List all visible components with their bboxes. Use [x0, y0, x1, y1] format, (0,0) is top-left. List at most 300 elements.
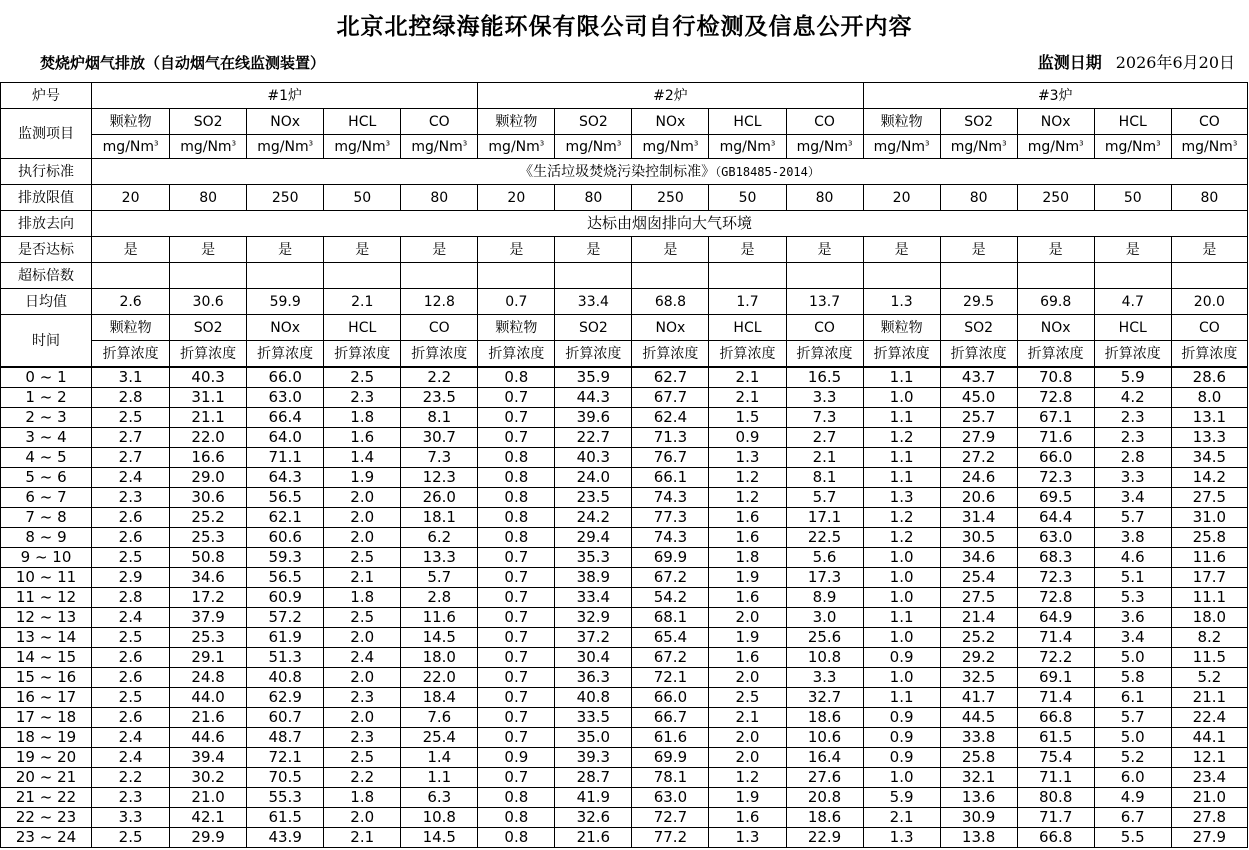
- hourly-value: 14.5: [401, 628, 478, 648]
- table-row: [1, 367, 1248, 388]
- standard-code: （GB18485-2014）: [715, 164, 820, 179]
- hourly-value: 1.1: [863, 408, 940, 428]
- hourly-value: 0.7: [478, 688, 555, 708]
- hourly-value: 13.6: [940, 788, 1017, 808]
- hourly-value: 41.9: [555, 788, 632, 808]
- compliant-value: 是: [863, 237, 940, 263]
- hourly-value: 26.0: [401, 488, 478, 508]
- unit-cell: [478, 135, 555, 159]
- hourly-value: 0.7: [478, 708, 555, 728]
- pollutant-name: 颗粒物: [92, 109, 170, 135]
- hourly-value: 23.4: [1171, 768, 1247, 788]
- furnace-label: 炉号: [1, 83, 92, 109]
- unit-row: [1, 135, 1248, 159]
- hourly-value: 2.3: [324, 728, 401, 748]
- converted-label: 折算浓度: [401, 341, 478, 368]
- hourly-value: 0.8: [478, 808, 555, 828]
- hourly-value: 13.3: [401, 548, 478, 568]
- hourly-value: 1.0: [863, 388, 940, 408]
- hourly-value: 71.4: [1017, 628, 1094, 648]
- hourly-value: 2.0: [324, 508, 401, 528]
- hourly-value: 2.0: [709, 748, 786, 768]
- hourly-value: 3.0: [786, 608, 863, 628]
- hourly-value: 31.1: [170, 388, 247, 408]
- hourly-value: 1.1: [863, 367, 940, 388]
- unit-superscript: 3: [693, 138, 699, 147]
- hourly-value: 2.1: [324, 828, 401, 848]
- direction-label: 排放去向: [1, 211, 92, 237]
- hourly-value: 0.7: [478, 728, 555, 748]
- hourly-value: 5.7: [786, 488, 863, 508]
- compliant-value: 是: [1171, 237, 1247, 263]
- hourly-value: 1.0: [863, 568, 940, 588]
- hourly-value: 0.7: [478, 648, 555, 668]
- limit-value: 80: [786, 185, 863, 211]
- hourly-value: 2.8: [92, 388, 170, 408]
- converted-label: 折算浓度: [170, 341, 247, 368]
- hourly-value: 2.1: [863, 808, 940, 828]
- hourly-value: 1.0: [863, 588, 940, 608]
- hourly-value: 61.5: [1017, 728, 1094, 748]
- hourly-value: 11.1: [1171, 588, 1247, 608]
- pollutant-name: CO: [786, 109, 863, 135]
- daily-average-value: 1.3: [863, 289, 940, 315]
- hourly-value: 60.9: [247, 588, 324, 608]
- hourly-value: 2.0: [324, 808, 401, 828]
- hourly-value: 18.6: [786, 808, 863, 828]
- hourly-value: 67.2: [632, 648, 709, 668]
- daily-average-value: 2.1: [324, 289, 401, 315]
- time-header-pollutant: 颗粒物: [478, 315, 555, 341]
- unit-cell: [555, 135, 632, 159]
- time-header-pollutant: 颗粒物: [863, 315, 940, 341]
- hourly-value: 66.0: [1017, 448, 1094, 468]
- hourly-value: 2.1: [709, 388, 786, 408]
- hourly-value: 63.0: [632, 788, 709, 808]
- hourly-value: 66.4: [247, 408, 324, 428]
- hourly-value: 22.9: [786, 828, 863, 848]
- hourly-value: 22.0: [401, 668, 478, 688]
- daily-average-value: 69.8: [1017, 289, 1094, 315]
- hourly-value: 39.6: [555, 408, 632, 428]
- hourly-value: 1.0: [863, 768, 940, 788]
- hourly-value: 1.1: [401, 768, 478, 788]
- hourly-value: 5.2: [1171, 668, 1247, 688]
- standard-text: [92, 159, 1248, 185]
- table-row: [1, 468, 1248, 488]
- hourly-value: 2.0: [324, 708, 401, 728]
- pollutant-name: CO: [1171, 109, 1247, 135]
- hourly-value: 11.6: [401, 608, 478, 628]
- hourly-value: 2.0: [324, 528, 401, 548]
- hourly-value: 17.1: [786, 508, 863, 528]
- hourly-value: 72.3: [1017, 568, 1094, 588]
- unit-superscript: 3: [462, 138, 468, 147]
- hourly-value: 5.7: [401, 568, 478, 588]
- limit-value: 20: [92, 185, 170, 211]
- hourly-value: 10.8: [401, 808, 478, 828]
- hourly-value: 25.2: [170, 508, 247, 528]
- hourly-value: 2.6: [92, 668, 170, 688]
- hourly-value: 2.5: [324, 367, 401, 388]
- hourly-value: 2.0: [324, 628, 401, 648]
- time-header-pollutant: NOx: [632, 315, 709, 341]
- hourly-value: 70.8: [1017, 367, 1094, 388]
- hourly-value: 71.7: [1017, 808, 1094, 828]
- emission-table: [0, 82, 1248, 848]
- hourly-value: 69.1: [1017, 668, 1094, 688]
- exceed-value: [478, 263, 555, 289]
- hourly-value: 2.0: [709, 668, 786, 688]
- hourly-value: 2.0: [324, 668, 401, 688]
- converted-label: 折算浓度: [92, 341, 170, 368]
- hourly-value: 0.8: [478, 788, 555, 808]
- limit-value: 50: [1094, 185, 1171, 211]
- compliant-value: 是: [478, 237, 555, 263]
- hourly-value: 27.5: [1171, 488, 1247, 508]
- converted-label: 折算浓度: [247, 341, 324, 368]
- hourly-value: 20.8: [786, 788, 863, 808]
- hourly-value: 2.5: [92, 408, 170, 428]
- hour-interval: 6 ~ 7: [1, 488, 92, 508]
- hourly-value: 17.3: [786, 568, 863, 588]
- daily-average-value: 59.9: [247, 289, 324, 315]
- hourly-value: 39.4: [170, 748, 247, 768]
- date-label: 监测日期: [1037, 53, 1102, 72]
- hourly-value: 12.1: [1171, 748, 1247, 768]
- hourly-value: 13.8: [940, 828, 1017, 848]
- hourly-value: 39.3: [555, 748, 632, 768]
- table-row: [1, 688, 1248, 708]
- limit-value: 250: [1017, 185, 1094, 211]
- hourly-value: 72.8: [1017, 588, 1094, 608]
- hourly-value: 5.0: [1094, 648, 1171, 668]
- hourly-value: 24.0: [555, 468, 632, 488]
- hourly-value: 27.6: [786, 768, 863, 788]
- daily-average-value: 20.0: [1171, 289, 1247, 315]
- hourly-value: 22.0: [170, 428, 247, 448]
- unit-text: mg/Nm: [102, 138, 155, 155]
- standard-row: [1, 159, 1248, 185]
- hourly-value: 77.3: [632, 508, 709, 528]
- hourly-value: 1.6: [709, 808, 786, 828]
- unit-text: mg/Nm: [1027, 138, 1080, 155]
- converted-label: 折算浓度: [478, 341, 555, 368]
- hourly-value: 60.6: [247, 528, 324, 548]
- hourly-value: 43.7: [940, 367, 1017, 388]
- hourly-value: 74.3: [632, 488, 709, 508]
- item-label: 监测项目: [1, 109, 92, 159]
- hourly-value: 1.1: [863, 608, 940, 628]
- hourly-value: 2.1: [324, 568, 401, 588]
- pollutant-name: SO2: [940, 109, 1017, 135]
- time-header-pollutant: SO2: [940, 315, 1017, 341]
- furnace-2-header: #2炉: [478, 83, 863, 109]
- table-subtitle: 焚烧炉烟气排放（自动烟气在线监测装置）: [40, 54, 326, 72]
- hourly-value: 35.3: [555, 548, 632, 568]
- hourly-value: 38.9: [555, 568, 632, 588]
- hourly-value: 1.4: [401, 748, 478, 768]
- hourly-value: 1.9: [709, 788, 786, 808]
- hourly-value: 22.5: [786, 528, 863, 548]
- unit-cell: [1171, 135, 1247, 159]
- daily-average-value: 29.5: [940, 289, 1017, 315]
- hour-interval: 22 ~ 23: [1, 808, 92, 828]
- converted-label: 折算浓度: [709, 341, 786, 368]
- compliant-label: 是否达标: [1, 237, 92, 263]
- exceed-value: [555, 263, 632, 289]
- time-header-pollutant: CO: [401, 315, 478, 341]
- hourly-value: 0.8: [478, 448, 555, 468]
- limit-value: 80: [401, 185, 478, 211]
- daily-average-value: 68.8: [632, 289, 709, 315]
- hourly-value: 32.1: [940, 768, 1017, 788]
- hourly-value: 70.5: [247, 768, 324, 788]
- hourly-value: 30.6: [170, 488, 247, 508]
- hourly-value: 2.4: [92, 608, 170, 628]
- hourly-value: 25.7: [940, 408, 1017, 428]
- hourly-value: 64.0: [247, 428, 324, 448]
- unit-cell: [401, 135, 478, 159]
- hourly-value: 62.1: [247, 508, 324, 528]
- converted-label: 折算浓度: [1171, 341, 1247, 368]
- hourly-value: 0.8: [478, 508, 555, 528]
- compliant-value: 是: [786, 237, 863, 263]
- hourly-value: 44.1: [1171, 728, 1247, 748]
- pollutant-name: SO2: [555, 109, 632, 135]
- hourly-value: 6.2: [401, 528, 478, 548]
- hour-interval: 21 ~ 22: [1, 788, 92, 808]
- daily-average-value: 0.7: [478, 289, 555, 315]
- hourly-value: 3.6: [1094, 608, 1171, 628]
- unit-cell: [786, 135, 863, 159]
- hourly-value: 28.6: [1171, 367, 1247, 388]
- time-header-pollutant: NOx: [247, 315, 324, 341]
- hourly-value: 29.9: [170, 828, 247, 848]
- time-header-pollutant: HCL: [324, 315, 401, 341]
- table-row: [1, 768, 1248, 788]
- hourly-value: 1.8: [324, 588, 401, 608]
- hourly-value: 60.7: [247, 708, 324, 728]
- unit-cell: [92, 135, 170, 159]
- hourly-value: 1.5: [709, 408, 786, 428]
- hourly-value: 34.6: [170, 568, 247, 588]
- hourly-value: 48.7: [247, 728, 324, 748]
- hourly-value: 2.0: [709, 728, 786, 748]
- unit-text: mg/Nm: [1104, 138, 1157, 155]
- hourly-value: 18.0: [401, 648, 478, 668]
- limit-value: 20: [478, 185, 555, 211]
- limit-value: 50: [324, 185, 401, 211]
- hourly-value: 1.2: [863, 508, 940, 528]
- hourly-value: 2.6: [92, 508, 170, 528]
- hourly-value: 40.3: [555, 448, 632, 468]
- hourly-value: 21.6: [555, 828, 632, 848]
- table-row: [1, 628, 1248, 648]
- converted-row: [1, 341, 1248, 368]
- hourly-value: 66.8: [1017, 708, 1094, 728]
- table-row: [1, 408, 1248, 428]
- hour-interval: 5 ~ 6: [1, 468, 92, 488]
- unit-cell: [324, 135, 401, 159]
- hourly-value: 0.9: [709, 428, 786, 448]
- hourly-value: 0.8: [478, 828, 555, 848]
- unit-cell: [1094, 135, 1171, 159]
- hourly-value: 18.6: [786, 708, 863, 728]
- hour-interval: 17 ~ 18: [1, 708, 92, 728]
- unit-cell: [863, 135, 940, 159]
- hourly-value: 67.2: [632, 568, 709, 588]
- hourly-value: 80.8: [1017, 788, 1094, 808]
- hourly-value: 1.0: [863, 628, 940, 648]
- unit-text: mg/Nm: [1181, 138, 1233, 155]
- hourly-value: 2.7: [92, 428, 170, 448]
- unit-superscript: 3: [847, 138, 853, 147]
- hourly-value: 16.6: [170, 448, 247, 468]
- daily-average-value: 4.7: [1094, 289, 1171, 315]
- pollutant-name: NOx: [247, 109, 324, 135]
- table-row: [1, 728, 1248, 748]
- hourly-value: 1.1: [863, 448, 940, 468]
- hourly-value: 13.3: [1171, 428, 1247, 448]
- pollutant-name: CO: [401, 109, 478, 135]
- hourly-value: 66.7: [632, 708, 709, 728]
- hourly-value: 71.1: [1017, 768, 1094, 788]
- hourly-value: 0.9: [863, 728, 940, 748]
- hour-interval: 14 ~ 15: [1, 648, 92, 668]
- hourly-value: 1.3: [709, 828, 786, 848]
- compliant-value: 是: [170, 237, 247, 263]
- hourly-value: 5.2: [1094, 748, 1171, 768]
- hourly-value: 54.2: [632, 588, 709, 608]
- hourly-value: 3.3: [786, 388, 863, 408]
- hourly-value: 0.8: [478, 488, 555, 508]
- hourly-value: 8.2: [1171, 628, 1247, 648]
- hourly-value: 27.2: [940, 448, 1017, 468]
- hour-interval: 2 ~ 3: [1, 408, 92, 428]
- converted-label: 折算浓度: [1094, 341, 1171, 368]
- hourly-value: 72.1: [247, 748, 324, 768]
- hourly-value: 72.3: [1017, 468, 1094, 488]
- hourly-value: 29.4: [555, 528, 632, 548]
- hourly-value: 4.6: [1094, 548, 1171, 568]
- hourly-value: 25.8: [940, 748, 1017, 768]
- table-row: [1, 828, 1248, 848]
- hourly-value: 5.8: [1094, 668, 1171, 688]
- hourly-value: 59.3: [247, 548, 324, 568]
- hourly-value: 31.4: [940, 508, 1017, 528]
- hourly-value: 24.2: [555, 508, 632, 528]
- hourly-value: 29.0: [170, 468, 247, 488]
- converted-label: 折算浓度: [555, 341, 632, 368]
- hourly-value: 78.1: [632, 768, 709, 788]
- hourly-value: 2.9: [92, 568, 170, 588]
- table-row: [1, 648, 1248, 668]
- hourly-value: 0.9: [478, 748, 555, 768]
- time-label: 时间: [1, 315, 92, 368]
- hourly-value: 34.5: [1171, 448, 1247, 468]
- unit-superscript: 3: [539, 138, 545, 147]
- unit-superscript: 3: [925, 138, 930, 147]
- compliant-value: 是: [324, 237, 401, 263]
- hourly-value: 2.3: [92, 788, 170, 808]
- hourly-value: 1.0: [863, 668, 940, 688]
- hourly-value: 69.9: [632, 548, 709, 568]
- hourly-value: 41.7: [940, 688, 1017, 708]
- hourly-value: 65.4: [632, 628, 709, 648]
- time-header-pollutant: HCL: [709, 315, 786, 341]
- hourly-value: 1.6: [709, 528, 786, 548]
- hourly-value: 0.7: [478, 388, 555, 408]
- limit-value: 250: [632, 185, 709, 211]
- hourly-value: 21.0: [170, 788, 247, 808]
- hourly-value: 2.5: [324, 608, 401, 628]
- hourly-value: 2.3: [324, 388, 401, 408]
- hourly-value: 27.8: [1171, 808, 1247, 828]
- hourly-value: 24.6: [940, 468, 1017, 488]
- hourly-value: 7.3: [401, 448, 478, 468]
- hourly-value: 22.7: [555, 428, 632, 448]
- hour-interval: 10 ~ 11: [1, 568, 92, 588]
- limit-value: 80: [940, 185, 1017, 211]
- hourly-value: 32.9: [555, 608, 632, 628]
- hour-interval: 19 ~ 20: [1, 748, 92, 768]
- hourly-value: 5.6: [786, 548, 863, 568]
- unit-text: mg/Nm: [873, 138, 926, 155]
- hourly-value: 2.3: [92, 488, 170, 508]
- hourly-value: 32.7: [786, 688, 863, 708]
- hourly-value: 37.2: [555, 628, 632, 648]
- hourly-value: 10.8: [786, 648, 863, 668]
- pollutant-name: 颗粒物: [478, 109, 555, 135]
- unit-superscript: 3: [770, 138, 776, 147]
- hourly-value: 35.9: [555, 367, 632, 388]
- compliant-value: 是: [401, 237, 478, 263]
- hourly-value: 11.6: [1171, 548, 1247, 568]
- exceed-value: [92, 263, 170, 289]
- hourly-value: 17.7: [1171, 568, 1247, 588]
- converted-label: 折算浓度: [786, 341, 863, 368]
- hour-interval: 4 ~ 5: [1, 448, 92, 468]
- hourly-value: 66.0: [247, 367, 324, 388]
- hourly-value: 44.5: [940, 708, 1017, 728]
- hourly-value: 5.7: [1094, 708, 1171, 728]
- compliant-value: 是: [1094, 237, 1171, 263]
- hourly-value: 67.7: [632, 388, 709, 408]
- hourly-value: 3.8: [1094, 528, 1171, 548]
- hourly-value: 35.0: [555, 728, 632, 748]
- unit-superscript: 3: [308, 138, 314, 147]
- hour-interval: 23 ~ 24: [1, 828, 92, 848]
- hourly-value: 1.2: [709, 488, 786, 508]
- hourly-value: 1.1: [863, 688, 940, 708]
- hourly-value: 30.2: [170, 768, 247, 788]
- compliant-value: 是: [1017, 237, 1094, 263]
- hourly-value: 8.0: [1171, 388, 1247, 408]
- unit-cell: [1017, 135, 1094, 159]
- hour-interval: 7 ~ 8: [1, 508, 92, 528]
- hourly-value: 2.7: [92, 448, 170, 468]
- hourly-value: 3.3: [786, 668, 863, 688]
- unit-superscript: 3: [616, 138, 622, 147]
- hourly-value: 43.9: [247, 828, 324, 848]
- hourly-value: 18.1: [401, 508, 478, 528]
- limit-value: 80: [555, 185, 632, 211]
- hourly-value: 7.3: [786, 408, 863, 428]
- hourly-value: 4.2: [1094, 388, 1171, 408]
- hourly-value: 1.3: [863, 488, 940, 508]
- daily-average-value: 13.7: [786, 289, 863, 315]
